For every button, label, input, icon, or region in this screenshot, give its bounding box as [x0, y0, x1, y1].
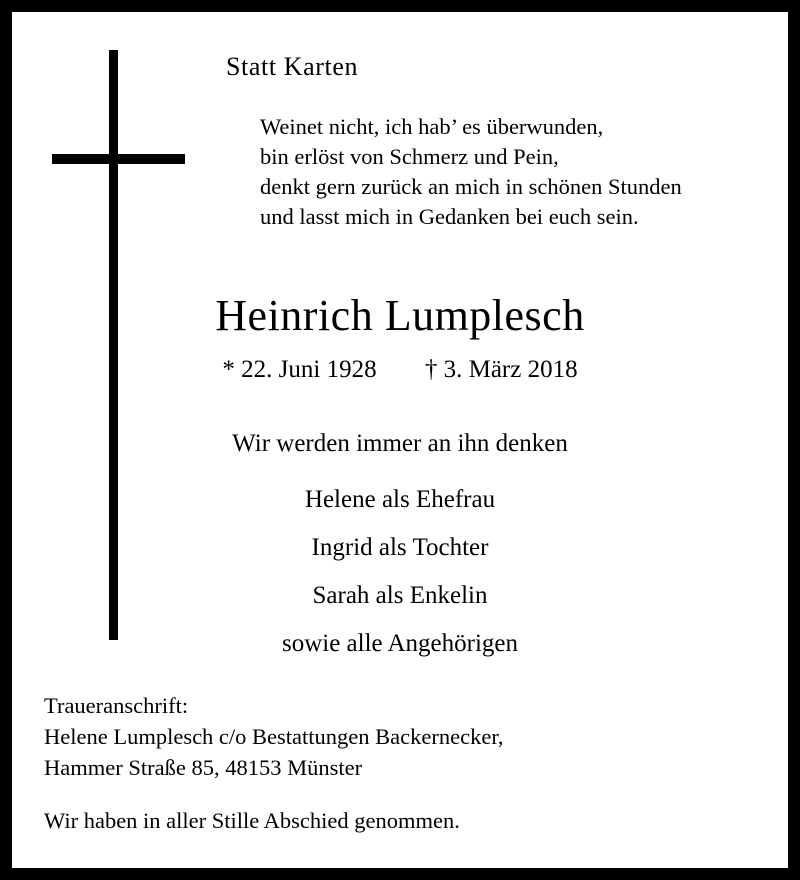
- cross-horizontal-bar: [52, 154, 185, 164]
- verse-line-2: bin erlöst von Schmerz und Pein,: [260, 144, 559, 169]
- verse-line-4: und lasst mich in Gedanken bei euch sein.: [260, 204, 639, 229]
- verse-line-3: denkt gern zurück an mich in schönen Stunden: [260, 174, 682, 199]
- footer-block: [44, 690, 764, 836]
- obituary-card: [12, 12, 788, 868]
- tribute-intro: Wir werden immer an ihn denken: [232, 430, 568, 457]
- mourner-line: Ingrid als Tochter: [311, 534, 489, 561]
- verse-block: [260, 112, 780, 232]
- death-date: † 3. März 2018: [424, 356, 578, 383]
- deceased-name: Heinrich Lumplesch: [215, 291, 585, 340]
- closing-note: Wir haben in aller Stille Abschied genommen.: [44, 808, 460, 833]
- life-dates: [12, 356, 788, 384]
- verse-line-1: Weinet nicht, ich hab’ es überwunden,: [260, 114, 604, 139]
- mourner-line: sowie alle Angehörigen: [281, 630, 519, 657]
- mourner-line: Helene als Ehefrau: [304, 486, 496, 513]
- address-line-2: Hammer Straße 85, 48153 Münster: [44, 755, 363, 780]
- birth-date: * 22. Juni 1928: [222, 356, 377, 383]
- tribute-block: [12, 430, 788, 658]
- notice-heading: Statt Karten: [226, 52, 359, 81]
- address-line-1: Helene Lumplesch c/o Bestattungen Backernecker,: [44, 724, 504, 749]
- mourner-line: Sarah als Enkelin: [312, 582, 488, 609]
- address-label: Traueranschrift:: [44, 693, 189, 718]
